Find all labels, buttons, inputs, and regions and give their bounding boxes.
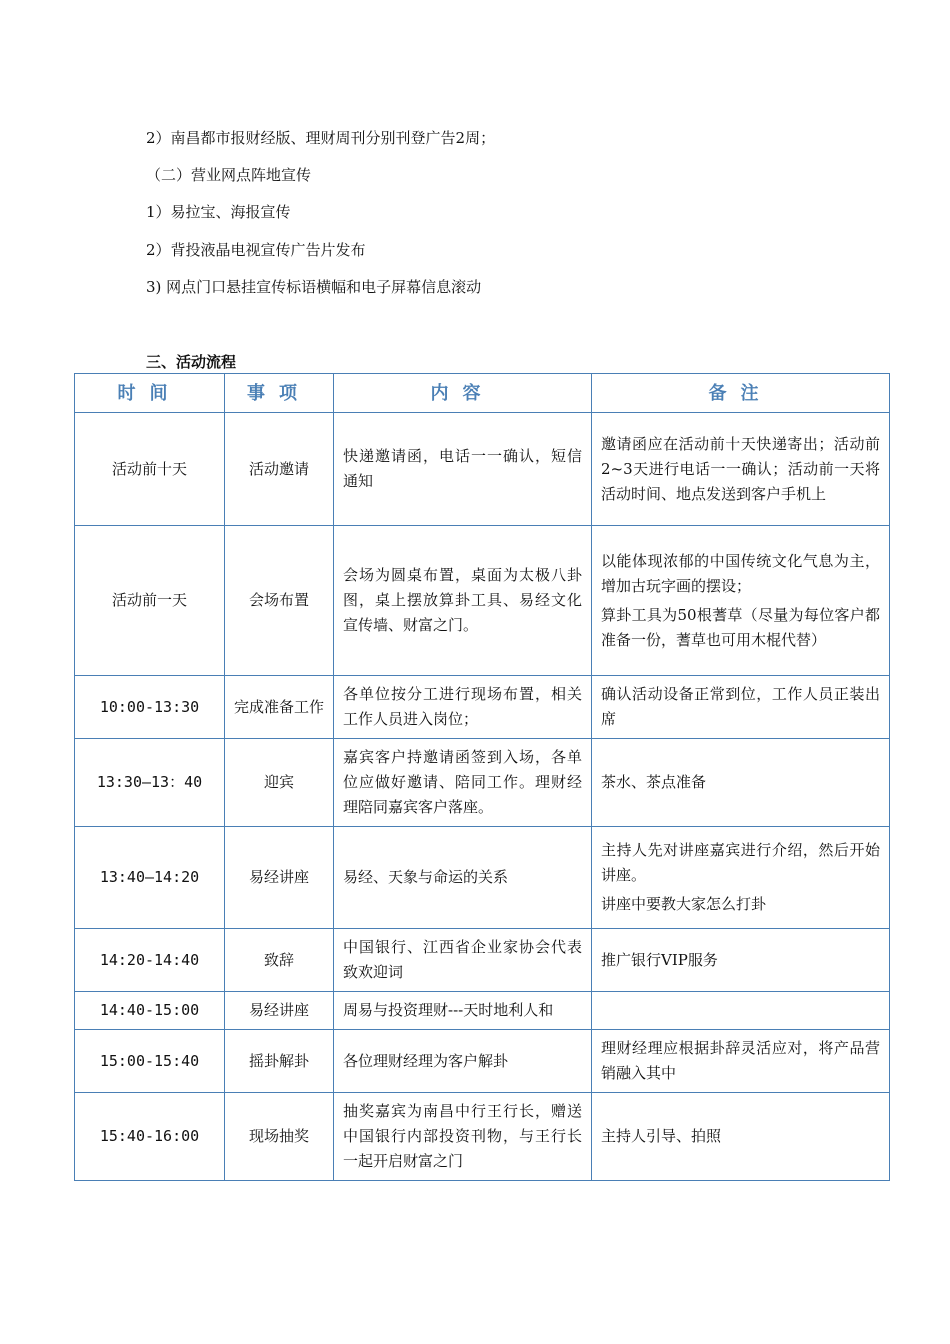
row-content: 嘉宾客户持邀请函签到入场，各单位应做好邀请、陪同工作。理财经理陪同嘉宾客户落座。 [334,739,592,827]
section-title: 三、活动流程 [146,353,237,371]
note-paragraph: 确认活动设备正常到位，工作人员正装出席 [601,685,880,728]
note-paragraph: 算卦工具为50根蓍草（尽量为每位客户都准备一份，蓍草也可用木棍代替） [601,605,880,649]
row-content: 各位理财经理为客户解卦 [334,1030,592,1093]
intro-line-3: 1）易拉宝、海报宣传 [146,203,291,221]
table-row [75,413,890,526]
row-item: 摇卦解卦 [225,1030,334,1093]
header-note: 备注 [592,374,890,413]
header-item: 事项 [225,374,334,413]
table-row [75,739,890,827]
row-time: 13:40—14:20 [75,827,225,929]
note-paragraph: 主持人先对讲座嘉宾进行介绍，然后开始讲座。 [601,841,880,884]
row-item: 易经讲座 [225,827,334,929]
note-paragraph: 讲座中要教大家怎么打卦 [601,895,767,913]
row-content: 易经、天象与命运的关系 [334,827,592,929]
row-content: 周易与投资理财---天时地利人和 [334,992,592,1030]
header-content: 内容 [334,374,592,413]
row-time: 13:30—13：40 [75,739,225,827]
row-note [592,1030,890,1093]
row-time: 15:00-15:40 [75,1030,225,1093]
row-note [592,992,890,1030]
intro-line-2: （二）营业网点阵地宣传 [146,166,312,184]
note-paragraph: 主持人引导、拍照 [601,1127,722,1145]
table-row [75,1093,890,1181]
row-item: 完成准备工作 [225,676,334,739]
table-row [75,1030,890,1093]
row-note [592,1093,890,1181]
intro-line-1: 2）南昌都市报财经版、理财周刊分别刊登广告2周； [146,129,496,147]
row-time: 14:40-15:00 [75,992,225,1030]
row-note [592,929,890,992]
row-note [592,676,890,739]
row-time: 14:20-14:40 [75,929,225,992]
row-note [592,827,890,929]
row-note [592,739,890,827]
table-row [75,827,890,929]
note-paragraph: 推广银行VIP服务 [601,950,718,969]
row-item: 致辞 [225,929,334,992]
row-time: 10:00-13:30 [75,676,225,739]
row-item: 易经讲座 [225,992,334,1030]
row-note [592,526,890,676]
row-item: 现场抽奖 [225,1093,334,1181]
intro-line-5: 3) 网点门口悬挂宣传标语横幅和电子屏幕信息滚动 [146,278,482,296]
note-paragraph: 邀请函应在活动前十天快递寄出；活动前2~3天进行电话一一确认；活动前一天将活动时间、地点发送到客户手机上 [601,434,880,503]
row-content: 中国银行、江西省企业家协会代表致欢迎词 [334,929,592,992]
table-row [75,676,890,739]
row-item: 会场布置 [225,526,334,676]
note-paragraph: 理财经理应根据卦辞灵活应对，将产品营销融入其中 [601,1039,880,1082]
header-time: 时间 [75,374,225,413]
note-paragraph: 茶水、茶点准备 [601,773,707,791]
row-note [592,413,890,526]
row-content: 会场为圆桌布置，桌面为太极八卦图，桌上摆放算卦工具、易经文化宣传墙、财富之门。 [334,526,592,676]
row-item: 迎宾 [225,739,334,827]
row-item: 活动邀请 [225,413,334,526]
row-time: 15:40-16:00 [75,1093,225,1181]
row-content: 抽奖嘉宾为南昌中行王行长，赠送中国银行内部投资刊物，与王行长一起开启财富之门 [334,1093,592,1181]
note-paragraph: 以能体现浓郁的中国传统文化气息为主，增加古玩字画的摆设； [601,551,880,595]
row-content: 各单位按分工进行现场布置，相关工作人员进入岗位； [334,676,592,739]
table-row [75,929,890,992]
row-content: 快递邀请函，电话一一确认，短信通知 [334,413,592,526]
table-row [75,526,890,676]
row-time: 活动前十天 [75,413,225,526]
table-header-row [75,374,890,413]
row-time: 活动前一天 [75,526,225,676]
intro-line-4: 2）背投液晶电视宣传广告片发布 [146,241,366,259]
table-row [75,992,890,1030]
activity-flow-table [74,373,890,1181]
